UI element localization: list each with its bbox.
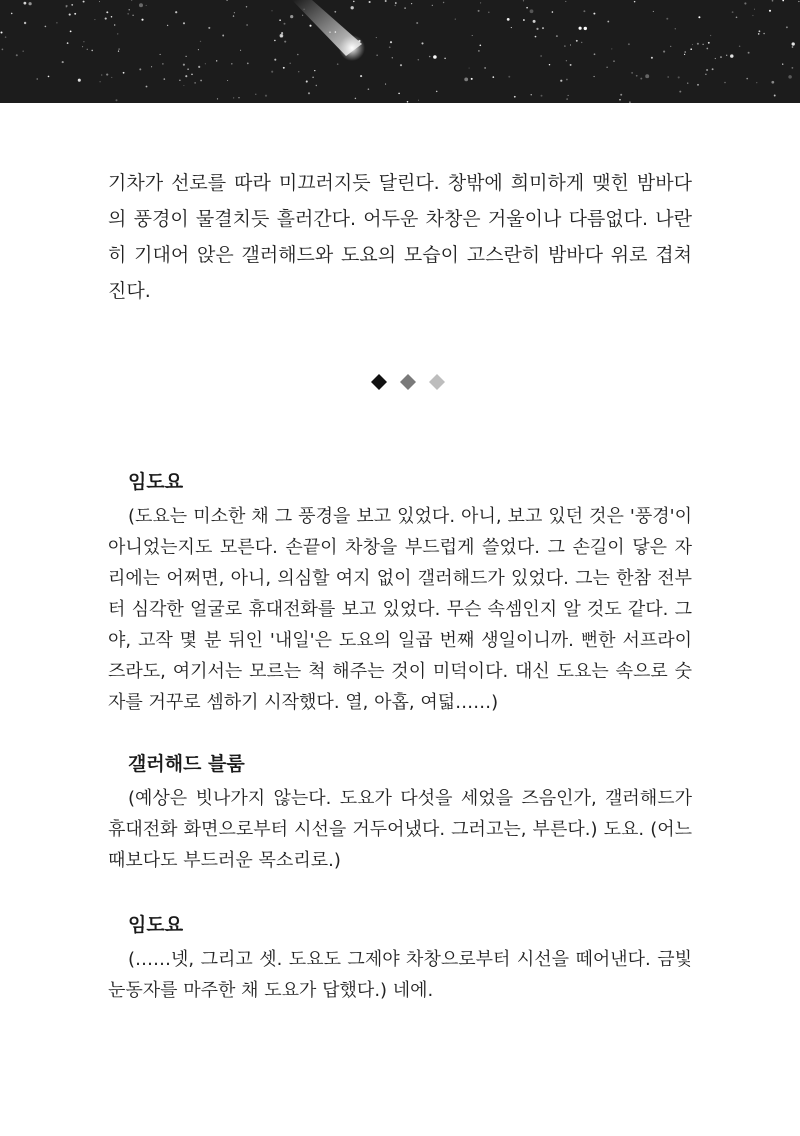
star: [541, 95, 543, 97]
star: [566, 98, 567, 99]
star: [754, 9, 755, 10]
star: [444, 58, 445, 59]
diamond-icon-medium: [400, 374, 416, 390]
star: [114, 24, 115, 25]
star: [106, 74, 108, 76]
star: [280, 34, 284, 38]
star: [724, 82, 726, 84]
star: [238, 97, 239, 98]
star: [394, 5, 396, 7]
star: [151, 66, 152, 67]
star: [368, 88, 370, 90]
star: [651, 57, 653, 59]
star: [24, 22, 26, 24]
star: [298, 71, 299, 72]
star: [106, 11, 108, 13]
star: [217, 98, 218, 99]
star: [698, 16, 700, 18]
star: [247, 63, 249, 65]
star: [584, 27, 587, 30]
star: [670, 46, 671, 47]
star: [309, 25, 311, 27]
star: [111, 77, 112, 78]
star: [484, 67, 485, 68]
star: [479, 44, 481, 46]
star: [5, 36, 7, 38]
dialogue-text: (도요는 미소한 채 그 풍경을 보고 있었다. 아니, 보고 있던 것은 '풍경'이 아니었는지도 모른다. 손끝이 차창을 부드럽게 쓸었다. 그 손길이 닿은 자리에는 어쩌면, 아니, 의심할 여지 없이 갤러해드가 있었다. 그는 한참 전부터 심각한 얼굴로 휴대전화를 보고 있었다. 무슨 속셈인지 알 것도 같다. 그야, 고작 몇 분 뒤인 '내일'은 도요의 일곱 번째 생일이니까. 뻔한 서프라이즈라도, 여기서는 모르는 척 해주는 것이 미덕이다. 대신 도요는 속으로 숫자를 거꾸로 셈하기 시작했다. 열, 아홉, 여덟……): [108, 506, 692, 713]
star: [377, 55, 378, 56]
star: [678, 76, 680, 78]
star: [792, 42, 795, 45]
star: [619, 99, 621, 101]
star: [620, 94, 622, 96]
star: [183, 64, 185, 66]
star: [222, 35, 224, 37]
star: [786, 26, 788, 28]
star: [455, 18, 456, 19]
star: [530, 9, 534, 13]
star: [675, 28, 676, 29]
star: [360, 75, 362, 77]
star: [570, 44, 571, 45]
star: [469, 68, 470, 69]
star: [271, 10, 272, 11]
star: [24, 2, 27, 5]
star: [744, 2, 746, 4]
star: [565, 1, 566, 2]
star: [316, 85, 317, 86]
star: [566, 60, 567, 61]
star: [314, 70, 315, 71]
star: [312, 77, 314, 79]
star: [139, 68, 141, 70]
section-divider: [371, 372, 451, 392]
star: [542, 27, 544, 29]
star: [105, 18, 107, 20]
star: [308, 92, 310, 94]
star: [772, 0, 774, 2]
star: [523, 19, 525, 21]
star: [706, 69, 708, 71]
star: [83, 41, 84, 42]
star: [684, 54, 685, 55]
star: [22, 50, 24, 52]
star: [198, 66, 200, 68]
dialogue-text: (……넷, 그리고 셋. 도요도 그제야 차창으로부터 시선을 떼어낸다. 금빛 눈동자를 마주한 채 도요가 답했다.) 네에.: [108, 949, 692, 1001]
star: [227, 80, 228, 81]
star: [284, 23, 286, 25]
star: [472, 35, 473, 36]
star: [404, 7, 406, 9]
star: [62, 61, 64, 63]
star: [141, 19, 143, 21]
star: [162, 63, 163, 64]
star: [697, 43, 699, 45]
star: [480, 2, 481, 3]
star: [712, 68, 714, 70]
dialogue-block-1: [108, 468, 692, 718]
star: [99, 1, 100, 2]
star: [514, 96, 516, 98]
star: [429, 56, 431, 58]
star: [594, 53, 596, 55]
star: [634, 1, 636, 2]
star: [246, 24, 248, 26]
star: [127, 13, 129, 15]
star: [281, 32, 283, 34]
star: [511, 27, 512, 28]
star: [464, 77, 468, 81]
star: [798, 1, 799, 2]
star: [74, 13, 76, 15]
star: [758, 33, 760, 35]
star: [118, 48, 120, 50]
star: [183, 85, 184, 86]
star: [175, 11, 177, 13]
star: [37, 78, 38, 79]
dialogue-block-2: [108, 750, 692, 876]
star: [146, 5, 147, 6]
star: [71, 4, 73, 6]
star: [117, 33, 118, 34]
star: [640, 78, 642, 80]
star: [666, 18, 668, 20]
star: [710, 35, 711, 36]
star: [607, 21, 609, 23]
star: [690, 48, 692, 50]
star: [240, 50, 241, 51]
star: [337, 63, 339, 65]
star: [67, 42, 69, 44]
star: [94, 19, 95, 20]
star: [355, 98, 357, 100]
speaker-name: 갤러해드 블룸: [128, 753, 245, 775]
star: [774, 95, 776, 97]
star: [536, 28, 538, 30]
star: [756, 82, 757, 83]
star: [508, 76, 510, 78]
starry-night-banner: [0, 0, 800, 103]
star: [763, 33, 765, 35]
star: [233, 15, 234, 16]
star: [645, 74, 649, 78]
star: [83, 1, 85, 3]
star: [194, 82, 195, 83]
star: [289, 63, 290, 64]
star: [564, 45, 565, 46]
star: [216, 60, 217, 61]
star: [436, 91, 438, 93]
star: [353, 1, 355, 3]
star: [390, 41, 392, 43]
star: [703, 44, 704, 45]
star: [526, 7, 528, 9]
star: [139, 3, 143, 7]
star: [82, 46, 83, 47]
star: [720, 56, 722, 58]
star: [636, 75, 638, 77]
star: [579, 27, 582, 30]
meteor-head: [339, 35, 365, 61]
star: [131, 0, 132, 1]
star: [123, 72, 125, 74]
star: [478, 50, 480, 52]
star: [706, 48, 708, 50]
star: [782, 63, 783, 64]
star: [769, 10, 771, 12]
star: [411, 3, 412, 4]
star: [290, 15, 293, 18]
star: [684, 51, 686, 53]
star: [556, 35, 558, 37]
star: [792, 46, 794, 48]
star: [265, 95, 267, 97]
star: [385, 84, 386, 85]
star: [205, 63, 206, 64]
diamond-icon-dark: [371, 374, 387, 390]
star: [28, 2, 31, 5]
star: [730, 54, 733, 57]
star: [606, 67, 607, 68]
star: [70, 31, 72, 33]
diamond-icon-light: [429, 374, 445, 390]
star: [570, 64, 572, 66]
star: [234, 12, 235, 13]
star: [91, 50, 93, 52]
star: [581, 42, 582, 43]
star: [297, 54, 299, 56]
star: [531, 94, 532, 95]
star: [549, 64, 550, 65]
star: [667, 76, 669, 78]
star: [507, 18, 510, 21]
star: [418, 100, 419, 101]
star: [705, 74, 706, 75]
star: [697, 84, 699, 86]
star: [791, 67, 793, 69]
star: [183, 22, 185, 24]
star: [118, 50, 119, 51]
star: [398, 93, 400, 95]
star: [167, 25, 168, 26]
star: [11, 13, 13, 15]
dialogue-text: (예상은 빗나가지 않는다. 도요가 다섯을 세었을 즈음인가, 갤러해드가 휴대전화 화면으로부터 시선을 거두어냈다. 그러고는, 부른다.) 도요. (어느 때보다도 부드러운 목소리로.): [108, 788, 692, 871]
star: [179, 80, 180, 81]
speaker-name: 임도요: [128, 471, 184, 493]
star: [200, 41, 201, 42]
star: [351, 6, 354, 9]
star: [45, 26, 47, 28]
star: [629, 101, 631, 103]
star: [416, 22, 418, 24]
star: [226, 0, 228, 1]
star: [66, 5, 68, 7]
star: [433, 55, 437, 59]
star: [432, 5, 433, 6]
star: [471, 78, 473, 80]
star: [191, 74, 192, 75]
star: [594, 76, 595, 77]
star: [407, 101, 409, 103]
star: [233, 97, 234, 98]
star: [186, 56, 187, 57]
star: [593, 13, 595, 15]
star: [552, 11, 554, 13]
star: [628, 43, 630, 45]
star: [583, 10, 585, 12]
star: [2, 49, 4, 51]
star: [279, 19, 281, 21]
star: [208, 27, 210, 29]
star: [663, 51, 665, 53]
star: [708, 42, 710, 44]
star: [198, 49, 199, 50]
star: [568, 95, 569, 96]
star: [302, 15, 303, 16]
intro-paragraph: 기차가 선로를 따라 미끄러지듯 달린다. 창밖에 희미하게 맺힌 밤바다의 풍경이 물결치듯 흘러간다. 어두운 차창은 거울이나 다름없다. 나란히 기대어 앉은 갤러해드와 도요의 모습이 고스란히 밤바다 위로 겹쳐진다.: [108, 172, 692, 302]
star: [443, 2, 444, 3]
star: [255, 94, 256, 95]
star: [771, 81, 774, 84]
star: [306, 81, 308, 83]
star: [418, 59, 419, 60]
star: [246, 6, 247, 7]
star: [395, 2, 397, 4]
star: [421, 42, 423, 44]
star: [56, 22, 58, 24]
star: [1, 32, 3, 34]
star: [739, 46, 741, 48]
star: [200, 80, 202, 82]
star: [284, 41, 286, 43]
star: [478, 10, 480, 12]
star: [132, 15, 133, 16]
star: [576, 40, 578, 42]
star: [715, 58, 716, 59]
star: [687, 83, 688, 84]
star: [99, 81, 100, 82]
star: [613, 60, 614, 61]
star: [116, 99, 118, 101]
star: [160, 54, 161, 55]
star: [129, 9, 130, 10]
star: [488, 12, 490, 14]
star: [78, 79, 81, 82]
star: [146, 86, 148, 88]
star: [369, 1, 371, 3]
star: [271, 71, 273, 73]
star: [523, 0, 524, 1]
star: [736, 16, 738, 18]
speaker-name: 임도요: [128, 914, 184, 936]
star: [101, 74, 102, 75]
star: [185, 75, 187, 77]
star: [726, 55, 727, 56]
star: [334, 11, 336, 13]
star: [385, 0, 387, 2]
star: [560, 80, 562, 82]
star: [389, 46, 391, 48]
star: [111, 16, 113, 18]
star: [187, 68, 189, 70]
star: [759, 30, 761, 32]
star: [87, 49, 88, 50]
dialogue-block-3: [108, 911, 692, 1006]
star: [611, 48, 612, 49]
star: [631, 72, 633, 74]
night-sky-illustration: [0, 0, 800, 103]
star: [283, 67, 285, 69]
star: [274, 40, 275, 41]
star: [782, 0, 784, 1]
star: [274, 59, 276, 61]
star: [400, 64, 402, 66]
star: [732, 11, 734, 13]
star: [535, 36, 537, 38]
star: [533, 20, 536, 23]
star: [746, 78, 748, 80]
star: [16, 54, 18, 56]
star: [392, 57, 393, 58]
star: [679, 91, 681, 93]
star: [692, 44, 693, 45]
star: [748, 52, 750, 54]
star: [69, 14, 71, 16]
star: [164, 78, 166, 80]
star: [752, 15, 753, 16]
star: [492, 76, 494, 78]
star: [540, 55, 541, 56]
star: [566, 79, 568, 81]
star: [788, 75, 792, 79]
star: [231, 63, 233, 65]
star: [376, 37, 377, 38]
star: [653, 11, 654, 12]
star: [48, 76, 50, 78]
